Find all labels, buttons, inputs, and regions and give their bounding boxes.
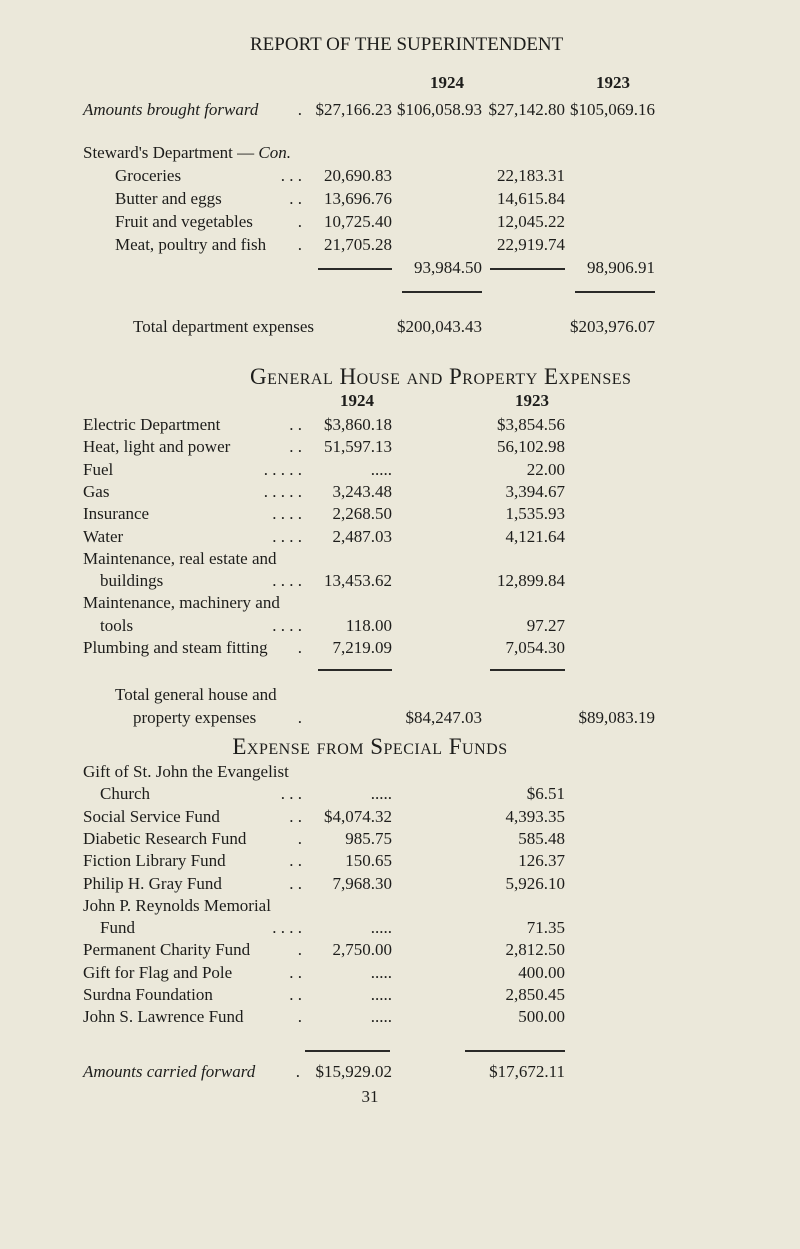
value-1923: 14,615.84 (497, 189, 565, 208)
general-total-1923: $89,083.19 (578, 708, 655, 727)
line-item-label: John P. Reynolds Memorial (83, 895, 271, 915)
general-year-1923: 1923 (515, 391, 549, 410)
general-total-1924: $84,247.03 (405, 708, 482, 727)
leader-dots: . . . . (272, 526, 302, 546)
leader-dots: . (297, 235, 302, 254)
line-item-label: Water (83, 526, 124, 546)
value-1924: 10,725.40 (324, 212, 392, 231)
value-1923: 585.48 (518, 828, 565, 848)
line-item-label: Gas (83, 481, 110, 501)
leader-dots: . (297, 940, 302, 960)
leader-dots: . (295, 1062, 300, 1081)
page-title: REPORT OF THE SUPERINTENDENT (250, 34, 564, 55)
line-item-label: Diabetic Research Fund (83, 828, 247, 848)
brought-forward-label: Amounts brought forward (83, 100, 259, 119)
value-1924: 118.00 (345, 615, 392, 635)
leader-dots: . (297, 828, 302, 848)
line-item-label: Social Service Fund (83, 806, 220, 826)
rule (490, 268, 565, 270)
rule (465, 1050, 565, 1052)
leader-dots: . (297, 708, 302, 727)
value-1923: 71.35 (526, 918, 565, 938)
rule (305, 1050, 390, 1052)
brought-forward-value: $106,058.93 (397, 100, 482, 119)
stewards-subtotal-1923: 98,906.91 (587, 258, 655, 277)
value-1923: 12,899.84 (497, 571, 565, 591)
line-item-label: Electric Department (83, 415, 221, 434)
stewards-heading-con: Con. (258, 143, 291, 162)
line-item-label: Fuel (83, 459, 114, 479)
value-1923: 500.00 (518, 1007, 565, 1027)
line-item-label: Fruit and vegetables (115, 212, 253, 231)
section-heading-general: General House and Property Expenses (250, 364, 632, 389)
section-heading-special: Expense from Special Funds (232, 734, 508, 759)
total-department-1924: $200,043.43 (397, 317, 482, 336)
leader-dots: . . (289, 189, 302, 208)
value-1923: 4,121.64 (505, 526, 565, 546)
value-1923: 22,919.74 (497, 235, 565, 254)
value-1924: 51,597.13 (324, 437, 392, 457)
leader-dots: . (297, 1007, 302, 1027)
leader-dots: . . (289, 415, 302, 434)
leader-dots: . (297, 638, 302, 657)
rule (575, 291, 655, 293)
value-1924: 2,487.03 (332, 526, 392, 546)
brought-forward-value: $27,166.23 (315, 100, 392, 119)
line-item-label: Permanent Charity Fund (83, 940, 251, 960)
leader-dots: . . . . (272, 504, 302, 524)
line-item-label: Fiction Library Fund (83, 851, 226, 871)
leader-dots: . . (289, 437, 302, 457)
value-1924: $3,860.18 (324, 415, 392, 434)
line-item-label: Groceries (115, 166, 182, 185)
value-1924: 7,968.30 (332, 873, 392, 893)
line-item-label: Surdna Foundation (83, 985, 213, 1004)
brought-forward-value: $27,142.80 (488, 100, 565, 119)
line-item-label-continued: Church (100, 784, 151, 804)
total-department-1923: $203,976.07 (570, 317, 655, 336)
value-1924: 20,690.83 (324, 166, 392, 185)
carried-forward-1924: $15,929.02 (315, 1062, 392, 1081)
value-1924: 2,750.00 (332, 940, 392, 960)
value-1924: 21,705.28 (324, 235, 392, 254)
line-item-label: Butter and eggs (115, 189, 222, 208)
leader-dots: . (297, 212, 302, 231)
value-1924: 13,696.76 (324, 189, 392, 208)
leader-dots: . . . (280, 784, 302, 804)
line-item-label: Maintenance, machinery and (83, 593, 280, 613)
value-1923: 12,045.22 (497, 212, 565, 231)
value-1923: 97.27 (526, 615, 565, 635)
leader-dots: . . (289, 962, 302, 982)
leader-dots: . . . . . (263, 459, 302, 479)
rule (490, 669, 565, 671)
line-item-label-continued: buildings (100, 571, 164, 591)
leader-dots: . . (289, 985, 302, 1004)
rule (318, 268, 392, 270)
value-1923: 1,535.93 (505, 504, 565, 524)
line-item-label: Insurance (83, 504, 150, 524)
leader-dots: . . . . (272, 571, 302, 591)
value-1923: $3,854.56 (497, 415, 565, 434)
value-1924: ..... (370, 459, 392, 479)
total-department-label: Total department expenses (133, 317, 315, 336)
value-1924: 7,219.09 (332, 638, 392, 657)
value-1923: 400.00 (518, 962, 565, 982)
value-1924: ..... (370, 1007, 392, 1027)
leader-dots: . . (289, 806, 302, 826)
value-1923: $6.51 (526, 784, 565, 804)
value-1924: ..... (370, 918, 392, 938)
value-1923: 4,393.35 (505, 806, 565, 826)
value-1924: 13,453.62 (324, 571, 392, 591)
general-total-label: Total general house and (115, 685, 277, 704)
value-1924: $4,074.32 (324, 806, 392, 826)
value-1923: 2,812.50 (505, 940, 565, 960)
value-1924: ..... (370, 784, 392, 804)
line-item-label: John S. Lawrence Fund (83, 1007, 244, 1027)
line-item-label-continued: Fund (100, 918, 135, 938)
stewards-heading (83, 142, 291, 164)
value-1924: 985.75 (345, 828, 392, 848)
line-item-label: Philip H. Gray Fund (83, 873, 222, 893)
line-item-label: Heat, light and power (83, 437, 231, 457)
general-year-1924: 1924 (340, 391, 374, 410)
value-1923: 22,183.31 (497, 166, 565, 185)
value-1923: 56,102.98 (497, 437, 565, 457)
line-item-label: Meat, poultry and fish (115, 235, 267, 254)
line-item-label: Maintenance, real estate and (83, 548, 277, 568)
line-item-label: Plumbing and steam fitting (83, 638, 268, 657)
value-1923: 7,054.30 (505, 638, 565, 657)
page-number: 31 (361, 1087, 379, 1106)
value-1923: 2,850.45 (505, 985, 565, 1004)
stewards-subtotal-1924: 93,984.50 (414, 258, 482, 277)
leader-dots: . (297, 100, 302, 119)
line-item-label: Gift for Flag and Pole (83, 962, 233, 982)
line-item-label-continued: tools (100, 615, 134, 635)
value-1923: 3,394.67 (505, 481, 565, 501)
value-1924: ..... (370, 962, 392, 982)
year-header-1924: 1924 (430, 73, 464, 92)
leader-dots: . . (289, 851, 302, 871)
value-1924: 2,268.50 (332, 504, 392, 524)
leader-dots: . . . . . (263, 481, 302, 501)
carried-forward-label: Amounts carried forward (83, 1062, 256, 1081)
value-1923: 22.00 (526, 459, 565, 479)
year-header-1923: 1923 (596, 73, 630, 92)
carried-forward-1923: $17,672.11 (489, 1062, 565, 1081)
value-1924: 3,243.48 (332, 481, 392, 501)
value-1924: 150.65 (345, 851, 392, 871)
stewards-heading-text: Steward's Department — (83, 143, 259, 162)
leader-dots: . . . (280, 166, 302, 185)
general-total-label-continued: property expenses (133, 708, 257, 727)
leader-dots: . . . . (272, 615, 302, 635)
brought-forward-value: $105,069.16 (570, 100, 655, 119)
leader-dots: . . . . (272, 918, 302, 938)
rule (318, 669, 392, 671)
leader-dots: . . (289, 873, 302, 893)
rule (402, 291, 482, 293)
line-item-label: Gift of St. John the Evangelist (83, 762, 289, 781)
value-1923: 5,926.10 (505, 873, 565, 893)
value-1924: ..... (370, 985, 392, 1004)
value-1923: 126.37 (518, 851, 565, 871)
